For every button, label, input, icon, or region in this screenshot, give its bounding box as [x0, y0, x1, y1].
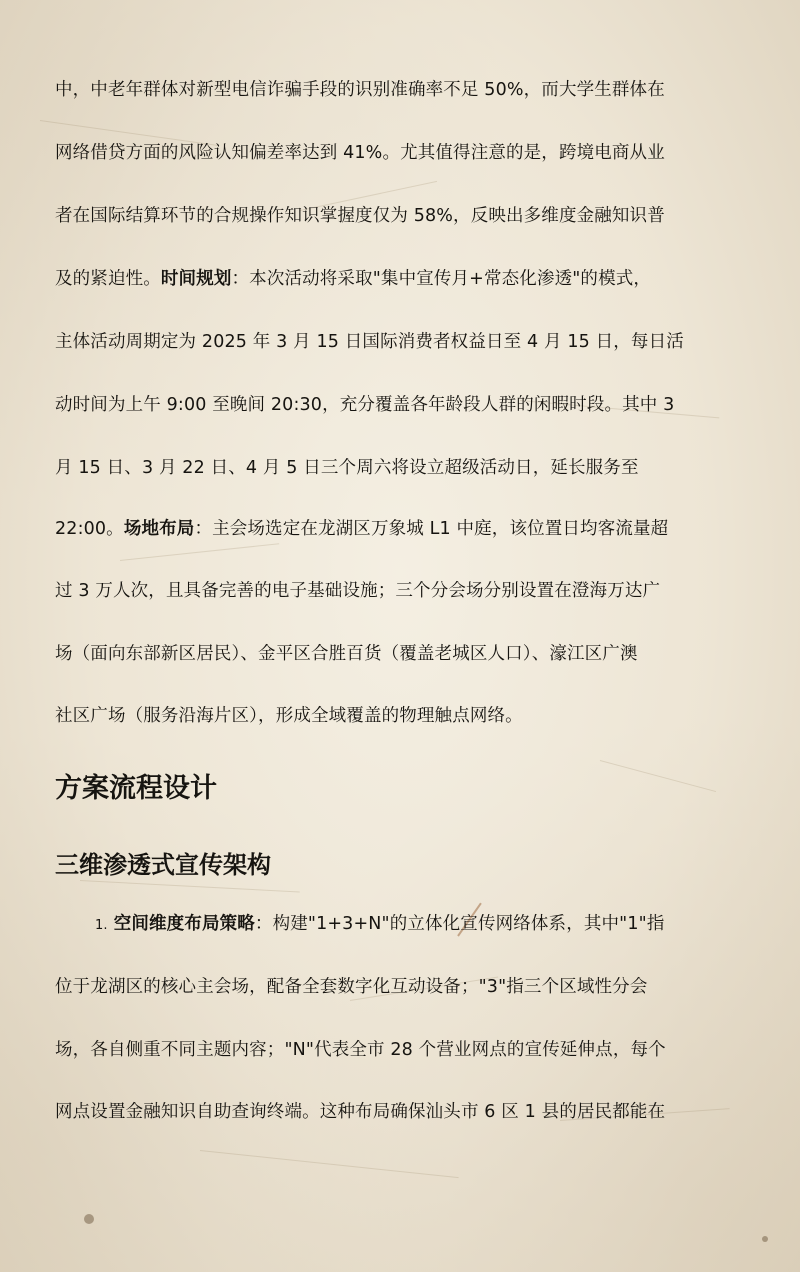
paragraph-line: 中，中老年群体对新型电信诈骗手段的识别准确率不足 50%，而大学生群体在	[55, 80, 665, 100]
paragraph-line: 网点设置金融知识自助查询终端。这种布局确保汕头市 6 区 1 县的居民都能在	[55, 1102, 666, 1122]
bold-label-spatial-strategy: 空间维度布局策略	[113, 914, 255, 934]
list-item	[95, 912, 755, 938]
bold-label-venue-layout: 场地布局	[123, 519, 195, 539]
text-segment: 及的紧迫性。	[55, 269, 161, 289]
paragraph-line	[55, 267, 755, 291]
bold-label-time-planning: 时间规划	[160, 269, 232, 289]
paragraph-line: 者在国际结算环节的合规操作知识掌握度仅为 58%，反映出多维度金融知识普	[55, 206, 665, 226]
paper-fiber	[200, 1150, 459, 1178]
paper-speck	[762, 1236, 768, 1242]
paper-fiber	[600, 760, 716, 792]
paragraph-line: 动时间为上午 9:00 至晚间 20:30，充分覆盖各年龄段人群的闲暇时段。其中 3	[55, 395, 675, 415]
paragraph-line: 场，各自侧重不同主题内容；"N"代表全市 28 个营业网点的宣传延伸点，每个	[55, 1040, 666, 1060]
paragraph-line: 位于龙湖区的核心主会场，配备全套数字化互动设备；"3"指三个区域性分会	[55, 977, 648, 997]
paragraph-line: 社区广场（服务沿海片区），形成全域覆盖的物理触点网络。	[55, 706, 523, 726]
paragraph-line	[55, 517, 755, 541]
text-segment: 22:00。	[55, 519, 124, 539]
text-segment: ：构建"1+3+N"的立体化宣传网络体系，其中"1"指	[254, 914, 665, 934]
paragraph-line: 场（面向东部新区居民）、金平区合胜百货（覆盖老城区人口）、濠江区广澳	[55, 644, 638, 664]
paragraph-line: 月 15 日、3 月 22 日、4 月 5 日三个周六将设立超级活动日，延长服务至	[55, 458, 639, 478]
paper-fiber	[80, 880, 300, 893]
list-number: 1.	[95, 918, 108, 933]
text-segment: ：主会场选定在龙湖区万象城 L1 中庭，该位置日均客流量超	[194, 519, 669, 539]
paragraph-line: 过 3 万人次，且具备完善的电子基础设施；三个分会场分别设置在澄海万达广	[55, 581, 661, 601]
paragraph-line: 网络借贷方面的风险认知偏差率达到 41%。尤其值得注意的是，跨境电商从业	[55, 143, 665, 163]
paper-speck	[84, 1214, 94, 1224]
section-heading: 方案流程设计	[55, 773, 217, 804]
paragraph-line: 主体活动周期定为 2025 年 3 月 15 日国际消费者权益日至 4 月 15 日，每日活	[55, 332, 684, 352]
text-segment: ：本次活动将采取"集中宣传月+常态化渗透"的模式，	[231, 269, 652, 289]
paper-fiber	[120, 543, 279, 561]
subsection-heading: 三维渗透式宣传架构	[55, 851, 271, 879]
